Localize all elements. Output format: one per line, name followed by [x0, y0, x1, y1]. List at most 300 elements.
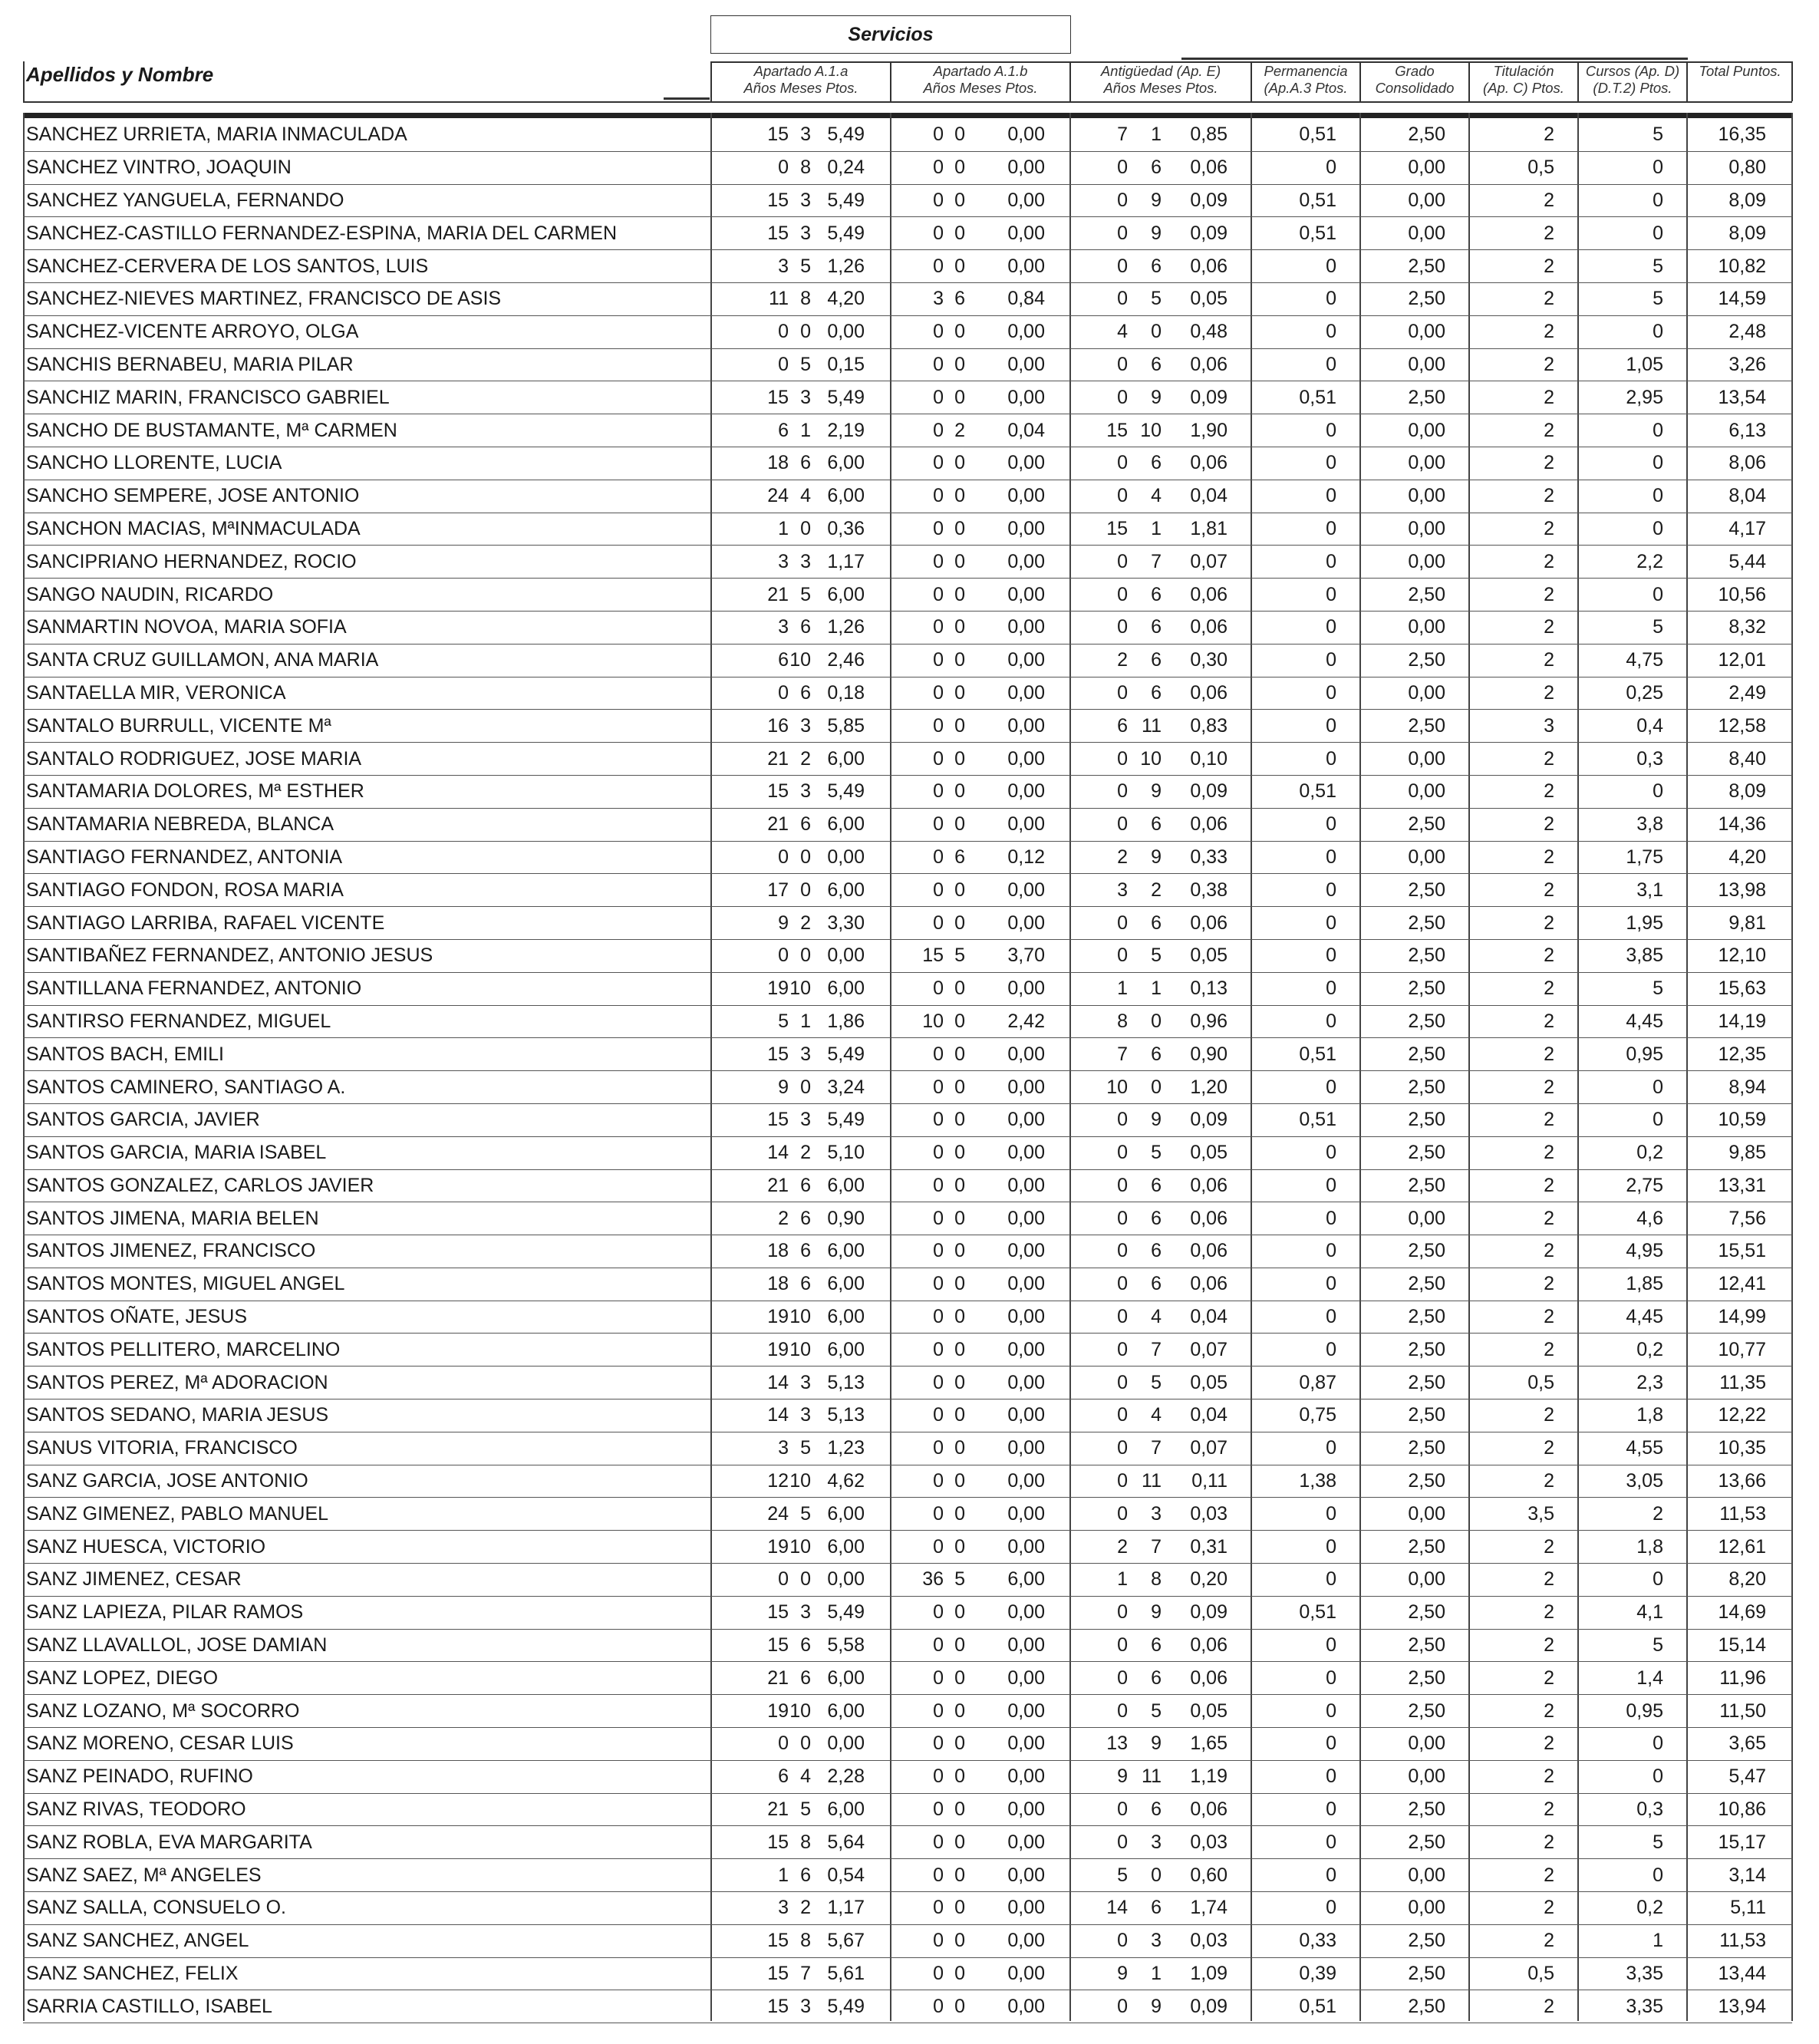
cell-antig-anios: 0	[1117, 1273, 1128, 1295]
cell-a1a-meses: 6	[800, 452, 811, 474]
cell-a1b-meses: 0	[954, 681, 965, 704]
col-header-grado-line2: Consolidado	[1375, 80, 1455, 96]
cell-antig-anios: 9	[1117, 1765, 1128, 1788]
cell-antig-meses: 7	[1151, 1535, 1162, 1558]
cell-grado: 2,50	[1408, 583, 1445, 605]
cell-a1b-ptos: 0,12	[1007, 846, 1045, 868]
cell-titulacion: 2	[1544, 747, 1554, 770]
cell-grado: 0,00	[1408, 1502, 1445, 1525]
header-bottom-rule	[23, 101, 1792, 103]
cell-titulacion: 2	[1544, 1831, 1554, 1853]
person-name: SANZ JIMENEZ, CESAR	[26, 1568, 242, 1591]
cell-antig-meses: 6	[1151, 1240, 1162, 1262]
cell-a1b-anios: 0	[933, 1995, 944, 2017]
cell-cursos: 0	[1653, 321, 1663, 343]
cell-antig-anios: 0	[1117, 1207, 1128, 1229]
cell-antig-meses: 0	[1151, 1076, 1162, 1098]
cell-total: 10,59	[1718, 1109, 1766, 1131]
cell-titulacion: 2	[1544, 649, 1554, 671]
cell-total: 12,35	[1718, 1043, 1766, 1065]
cell-a1b-anios: 0	[933, 255, 944, 277]
cell-a1b-anios: 0	[933, 1273, 944, 1295]
cell-antig-ptos: 0,06	[1190, 1634, 1227, 1657]
cell-a1b-anios: 0	[933, 550, 944, 572]
person-name: SANTOS GONZALEZ, CARLOS JAVIER	[26, 1174, 374, 1196]
cell-a1a-ptos: 5,49	[827, 222, 865, 244]
cell-a1b-meses: 0	[954, 780, 965, 803]
cell-a1a-ptos: 6,00	[827, 1240, 865, 1262]
cell-total: 14,59	[1718, 288, 1766, 310]
cell-a1b-meses: 0	[954, 1502, 965, 1525]
table-row	[23, 1925, 1792, 1958]
cell-grado: 2,50	[1408, 1043, 1445, 1065]
cell-a1a-ptos: 6,00	[827, 747, 865, 770]
cell-a1a-meses: 0	[800, 945, 811, 967]
cell-cursos: 0	[1653, 583, 1663, 605]
cell-a1b-ptos: 0,00	[1007, 517, 1045, 539]
cell-total: 2,49	[1728, 681, 1766, 704]
cell-grado: 2,50	[1408, 1142, 1445, 1164]
cell-antig-anios: 0	[1117, 912, 1128, 934]
cell-titulacion: 2	[1544, 353, 1554, 375]
cell-cursos: 5	[1653, 288, 1663, 310]
cell-total: 3,65	[1728, 1732, 1766, 1755]
cell-titulacion: 2	[1544, 681, 1554, 704]
cell-antig-anios: 0	[1117, 1831, 1128, 1853]
cell-grado: 2,50	[1408, 1995, 1445, 2017]
person-name: SANZ GARCIA, JOSE ANTONIO	[26, 1470, 308, 1492]
cell-grado: 0,00	[1408, 616, 1445, 638]
cell-permanencia: 0	[1326, 714, 1336, 737]
cell-a1b-ptos: 0,00	[1007, 1207, 1045, 1229]
cell-titulacion: 2	[1544, 1470, 1554, 1492]
cell-a1a-meses: 0	[800, 321, 811, 343]
cell-cursos: 0	[1653, 1109, 1663, 1131]
cell-titulacion: 2	[1544, 912, 1554, 934]
cell-antig-meses: 5	[1151, 1699, 1162, 1722]
cell-antig-meses: 9	[1151, 1109, 1162, 1131]
cell-cursos: 0	[1653, 1568, 1663, 1591]
cell-grado: 2,50	[1408, 1306, 1445, 1328]
cell-a1a-ptos: 5,10	[827, 1142, 865, 1164]
cell-a1b-meses: 0	[954, 1404, 965, 1426]
cell-cursos: 0	[1653, 189, 1663, 211]
cell-antig-ptos: 0,05	[1190, 945, 1227, 967]
cell-cursos: 5	[1653, 1634, 1663, 1657]
cell-a1b-anios: 0	[933, 1043, 944, 1065]
col-header-cursos-line1: Cursos (Ap. D)	[1585, 63, 1680, 79]
col-header-antiguedad-line2: Años Meses Ptos.	[1103, 80, 1218, 96]
cell-a1a-anios: 15	[767, 222, 789, 244]
cell-antig-anios: 0	[1117, 1437, 1128, 1459]
cell-antig-ptos: 0,06	[1190, 1667, 1227, 1689]
cell-antig-anios: 6	[1117, 714, 1128, 737]
cell-a1a-ptos: 5,49	[827, 386, 865, 408]
cell-total: 12,10	[1718, 945, 1766, 967]
cell-antig-anios: 0	[1117, 485, 1128, 507]
cell-antig-meses: 9	[1151, 1601, 1162, 1624]
cell-antig-meses: 9	[1151, 222, 1162, 244]
cell-total: 2,48	[1728, 321, 1766, 343]
cell-a1b-anios: 0	[933, 321, 944, 343]
cell-permanencia: 0	[1326, 977, 1336, 1000]
cell-grado: 0,00	[1408, 1897, 1445, 1919]
person-name: SANTAMARIA DOLORES, Mª ESTHER	[26, 780, 364, 803]
cell-a1b-anios: 0	[933, 1338, 944, 1360]
cell-antig-meses: 6	[1151, 616, 1162, 638]
cell-titulacion: 0,5	[1527, 157, 1554, 179]
cell-antig-anios: 0	[1117, 1667, 1128, 1689]
person-name: SANTOS OÑATE, JESUS	[26, 1306, 248, 1328]
cell-grado: 0,00	[1408, 747, 1445, 770]
cell-antig-meses: 7	[1151, 1338, 1162, 1360]
cell-a1b-ptos: 3,70	[1007, 945, 1045, 967]
cell-a1b-ptos: 0,00	[1007, 1142, 1045, 1164]
cell-a1b-anios: 0	[933, 1601, 944, 1624]
cell-a1b-anios: 0	[933, 714, 944, 737]
cell-permanencia: 0	[1326, 681, 1336, 704]
cell-titulacion: 0,5	[1527, 1371, 1554, 1393]
cell-titulacion: 2	[1544, 1076, 1554, 1098]
table-row	[23, 1662, 1792, 1695]
cell-a1b-ptos: 0,00	[1007, 583, 1045, 605]
cell-a1b-ptos: 0,00	[1007, 681, 1045, 704]
cell-total: 11,53	[1719, 1930, 1766, 1952]
cell-titulacion: 2	[1544, 386, 1554, 408]
cell-grado: 2,50	[1408, 288, 1445, 310]
cell-a1a-meses: 4	[800, 485, 811, 507]
cell-antig-anios: 5	[1117, 1864, 1128, 1886]
header-divider	[1791, 61, 1793, 101]
cell-total: 5,47	[1728, 1765, 1766, 1788]
cell-a1b-ptos: 0,00	[1007, 1502, 1045, 1525]
cell-antig-anios: 9	[1117, 1963, 1128, 1985]
cell-a1b-anios: 0	[933, 1535, 944, 1558]
table-row	[23, 874, 1792, 907]
cell-antig-meses: 5	[1151, 1371, 1162, 1393]
cell-permanencia: 0	[1326, 912, 1336, 934]
table-row	[23, 809, 1792, 842]
person-name: SANGO NAUDIN, RICARDO	[26, 583, 274, 605]
cell-permanencia: 0	[1326, 1142, 1336, 1164]
cell-a1b-ptos: 0,00	[1007, 1995, 1045, 2017]
cell-antig-ptos: 0,07	[1190, 550, 1227, 572]
cell-a1a-meses: 0	[800, 879, 811, 901]
cell-a1a-ptos: 0,00	[827, 846, 865, 868]
cell-a1b-meses: 0	[954, 1601, 965, 1624]
cell-total: 8,09	[1728, 189, 1766, 211]
cell-antig-meses: 6	[1151, 681, 1162, 704]
cell-a1b-meses: 0	[954, 1831, 965, 1853]
cell-titulacion: 2	[1544, 1535, 1554, 1558]
table-row	[23, 1761, 1792, 1794]
cell-antig-ptos: 0,06	[1190, 1207, 1227, 1229]
cell-a1a-ptos: 5,49	[827, 780, 865, 803]
cell-permanencia: 0	[1326, 485, 1336, 507]
cell-titulacion: 2	[1544, 1864, 1554, 1886]
cell-a1b-ptos: 0,00	[1007, 255, 1045, 277]
cell-a1a-meses: 2	[800, 747, 811, 770]
cell-antig-meses: 1	[1151, 517, 1162, 539]
person-name: SANTOS PEREZ, Mª ADORACION	[26, 1371, 328, 1393]
cell-antig-meses: 0	[1151, 1010, 1162, 1032]
cell-grado: 0,00	[1408, 517, 1445, 539]
cell-titulacion: 2	[1544, 1732, 1554, 1755]
cell-permanencia: 0	[1326, 517, 1336, 539]
cell-a1b-anios: 3	[933, 288, 944, 310]
cell-a1a-meses: 3	[800, 550, 811, 572]
cell-a1a-anios: 6	[778, 419, 789, 441]
cell-a1a-meses: 3	[800, 1109, 811, 1131]
cell-a1b-anios: 0	[933, 681, 944, 704]
cell-antig-ptos: 0,07	[1190, 1338, 1227, 1360]
col-header-cursos	[1579, 63, 1686, 97]
cell-antig-ptos: 0,06	[1190, 1240, 1227, 1262]
table-row	[23, 677, 1792, 710]
cell-a1b-anios: 0	[933, 1306, 944, 1328]
cell-a1a-ptos: 6,00	[827, 1502, 865, 1525]
cell-a1b-ptos: 0,00	[1007, 157, 1045, 179]
cell-grado: 0,00	[1408, 222, 1445, 244]
cell-a1a-meses: 6	[800, 1207, 811, 1229]
cell-a1a-meses: 5	[800, 1437, 811, 1459]
cell-a1a-meses: 2	[800, 912, 811, 934]
cell-cursos: 0,3	[1636, 1798, 1663, 1821]
cell-antig-ptos: 1,65	[1190, 1732, 1227, 1755]
cell-a1a-meses: 2	[800, 1897, 811, 1919]
cell-antig-ptos: 0,06	[1190, 813, 1227, 836]
cell-cursos: 1,95	[1626, 912, 1663, 934]
cell-a1b-anios: 0	[933, 157, 944, 179]
cell-cursos: 0,3	[1636, 747, 1663, 770]
cell-antig-ptos: 1,20	[1190, 1076, 1227, 1098]
cell-a1b-ptos: 0,00	[1007, 813, 1045, 836]
table-row	[23, 217, 1792, 250]
cell-cursos: 4,75	[1626, 649, 1663, 671]
cell-a1a-anios: 15	[767, 1995, 789, 2017]
table-row	[23, 546, 1792, 579]
cell-permanencia: 0	[1326, 583, 1336, 605]
cell-antig-anios: 0	[1117, 813, 1128, 836]
cell-titulacion: 2	[1544, 583, 1554, 605]
person-name: SARRIA CASTILLO, ISABEL	[26, 1995, 272, 2017]
cell-a1b-anios: 0	[933, 1174, 944, 1196]
cell-total: 6,13	[1728, 419, 1766, 441]
cell-a1a-anios: 15	[767, 189, 789, 211]
cell-antig-anios: 2	[1117, 846, 1128, 868]
table-row	[23, 579, 1792, 612]
cell-a1b-anios: 0	[933, 1371, 944, 1393]
table-row	[23, 710, 1792, 743]
col-header-cursos-line2: (D.T.2) Ptos.	[1593, 80, 1672, 96]
header-accent-rule-left	[664, 97, 710, 100]
person-name: SANCHO LLORENTE, LUCIA	[26, 452, 282, 474]
cell-a1b-anios: 0	[933, 649, 944, 671]
cell-a1b-meses: 0	[954, 1798, 965, 1821]
cell-a1a-meses: 3	[800, 780, 811, 803]
cell-titulacion: 2	[1544, 1404, 1554, 1426]
cell-antig-meses: 10	[1140, 747, 1162, 770]
cell-grado: 0,00	[1408, 452, 1445, 474]
cell-a1a-ptos: 0,18	[827, 681, 865, 704]
cell-grado: 2,50	[1408, 912, 1445, 934]
cell-antig-meses: 11	[1142, 1765, 1162, 1788]
cell-permanencia: 0	[1326, 1568, 1336, 1591]
cell-total: 14,36	[1718, 813, 1766, 836]
cell-permanencia: 0	[1326, 945, 1336, 967]
table-row	[23, 1235, 1792, 1268]
table-row	[23, 612, 1792, 645]
cell-total: 11,96	[1719, 1667, 1766, 1689]
cell-a1a-meses: 2	[800, 1142, 811, 1164]
cell-a1a-ptos: 5,64	[827, 1831, 865, 1853]
results-table-body	[23, 119, 1792, 2023]
cell-a1b-ptos: 0,00	[1007, 1437, 1045, 1459]
cell-a1a-anios: 12	[767, 1470, 789, 1492]
cell-a1b-meses: 0	[954, 1076, 965, 1098]
cell-cursos: 2,3	[1636, 1371, 1663, 1393]
cell-a1a-ptos: 5,61	[827, 1963, 865, 1985]
cell-a1a-ptos: 5,67	[827, 1930, 865, 1952]
cell-a1b-meses: 0	[954, 1306, 965, 1328]
person-name: SANTOS PELLITERO, MARCELINO	[26, 1338, 341, 1360]
cell-a1a-ptos: 3,24	[827, 1076, 865, 1098]
cell-a1a-ptos: 1,17	[827, 1897, 865, 1919]
cell-a1a-ptos: 5,49	[827, 124, 865, 146]
cell-permanencia: 0	[1326, 1306, 1336, 1328]
cell-permanencia: 0	[1326, 616, 1336, 638]
cell-permanencia: 0	[1326, 419, 1336, 441]
cell-a1a-ptos: 0,00	[827, 1732, 865, 1755]
cell-a1a-meses: 6	[800, 1864, 811, 1886]
cell-total: 11,35	[1719, 1371, 1766, 1393]
cell-a1b-ptos: 0,00	[1007, 1732, 1045, 1755]
cell-titulacion: 2	[1544, 1634, 1554, 1657]
cell-a1a-ptos: 6,00	[827, 1798, 865, 1821]
cell-a1a-ptos: 6,00	[827, 452, 865, 474]
cell-antig-ptos: 0,05	[1190, 1371, 1227, 1393]
cell-grado: 0,00	[1408, 485, 1445, 507]
cell-a1a-anios: 15	[767, 1963, 789, 1985]
cell-a1a-anios: 3	[778, 1897, 789, 1919]
cell-a1b-anios: 0	[933, 1634, 944, 1657]
cell-cursos: 2	[1653, 1502, 1663, 1525]
cell-antig-anios: 1	[1117, 1568, 1128, 1591]
cell-permanencia: 0	[1326, 1010, 1336, 1032]
cell-antig-meses: 8	[1151, 1568, 1162, 1591]
col-header-permanencia	[1252, 63, 1359, 97]
person-name: SANZ LOZANO, Mª SOCORRO	[26, 1699, 300, 1722]
cell-titulacion: 3	[1544, 714, 1554, 737]
person-name: SANCIPRIANO HERNANDEZ, ROCIO	[26, 550, 357, 572]
cell-a1a-meses: 10	[789, 1699, 811, 1722]
cell-cursos: 2,75	[1626, 1174, 1663, 1196]
cell-a1b-anios: 0	[933, 747, 944, 770]
cell-cursos: 0,95	[1626, 1043, 1663, 1065]
cell-a1b-ptos: 0,00	[1007, 1864, 1045, 1886]
cell-cursos: 3,05	[1626, 1470, 1663, 1492]
cell-permanencia: 0,51	[1299, 1601, 1336, 1624]
cell-a1a-anios: 9	[778, 1076, 789, 1098]
cell-antig-meses: 6	[1151, 1043, 1162, 1065]
table-row	[23, 1630, 1792, 1663]
cell-permanencia: 0	[1326, 1798, 1336, 1821]
cell-antig-meses: 6	[1151, 1897, 1162, 1919]
cell-grado: 2,50	[1408, 1273, 1445, 1295]
cell-antig-ptos: 0,06	[1190, 616, 1227, 638]
cell-a1a-ptos: 0,00	[827, 1568, 865, 1591]
cell-a1a-meses: 6	[800, 1240, 811, 1262]
cell-titulacion: 2	[1544, 1273, 1554, 1295]
person-name: SANZ LAPIEZA, PILAR RAMOS	[26, 1601, 304, 1624]
cell-a1a-ptos: 6,00	[827, 1174, 865, 1196]
cell-grado: 2,50	[1408, 255, 1445, 277]
cell-a1a-ptos: 0,00	[827, 945, 865, 967]
cell-cursos: 0	[1653, 1765, 1663, 1788]
cell-a1b-ptos: 0,00	[1007, 1897, 1045, 1919]
cell-grado: 2,50	[1408, 1174, 1445, 1196]
cell-total: 10,86	[1718, 1798, 1766, 1821]
table-row	[23, 1892, 1792, 1925]
cell-titulacion: 2	[1544, 124, 1554, 146]
cell-a1b-anios: 0	[933, 1667, 944, 1689]
table-row	[23, 940, 1792, 973]
cell-a1a-ptos: 0,15	[827, 353, 865, 375]
cell-antig-meses: 1	[1151, 977, 1162, 1000]
cell-cursos: 4,6	[1636, 1207, 1663, 1229]
cell-a1b-ptos: 0,00	[1007, 386, 1045, 408]
cell-titulacion: 2	[1544, 945, 1554, 967]
person-name: SANCHEZ-VICENTE ARROYO, OLGA	[26, 321, 359, 343]
cell-cursos: 0	[1653, 485, 1663, 507]
person-name: SANZ ROBLA, EVA MARGARITA	[26, 1831, 312, 1853]
cell-a1b-ptos: 0,84	[1007, 288, 1045, 310]
cell-titulacion: 2	[1544, 1043, 1554, 1065]
cell-antig-ptos: 0,05	[1190, 1699, 1227, 1722]
cell-a1a-ptos: 6,00	[827, 1667, 865, 1689]
cell-a1b-ptos: 0,00	[1007, 1831, 1045, 1853]
cell-grado: 0,00	[1408, 419, 1445, 441]
cell-permanencia: 0	[1326, 157, 1336, 179]
person-name: SANTAELLA MIR, VERONICA	[26, 681, 286, 704]
cell-a1b-meses: 0	[954, 157, 965, 179]
cell-antig-anios: 0	[1117, 550, 1128, 572]
cell-titulacion: 2	[1544, 1765, 1554, 1788]
cell-total: 11,53	[1719, 1502, 1766, 1525]
cell-permanencia: 1,38	[1299, 1470, 1336, 1492]
cell-total: 12,22	[1718, 1404, 1766, 1426]
cell-cursos: 0	[1653, 157, 1663, 179]
header-divider	[1577, 61, 1579, 101]
cell-a1b-anios: 0	[933, 1864, 944, 1886]
header-divider	[710, 61, 712, 101]
cell-antig-anios: 0	[1117, 1142, 1128, 1164]
cell-a1b-meses: 0	[954, 747, 965, 770]
cell-a1a-ptos: 0,36	[827, 517, 865, 539]
cell-grado: 0,00	[1408, 353, 1445, 375]
cell-a1b-meses: 0	[954, 1732, 965, 1755]
cell-a1b-ptos: 0,00	[1007, 1535, 1045, 1558]
cell-antig-meses: 4	[1151, 485, 1162, 507]
cell-antig-meses: 6	[1151, 157, 1162, 179]
cell-a1b-meses: 0	[954, 583, 965, 605]
cell-total: 8,04	[1728, 485, 1766, 507]
cell-antig-anios: 0	[1117, 616, 1128, 638]
table-row	[23, 1564, 1792, 1597]
cell-grado: 2,50	[1408, 1338, 1445, 1360]
cell-antig-ptos: 0,03	[1190, 1831, 1227, 1853]
cell-grado: 0,00	[1408, 189, 1445, 211]
